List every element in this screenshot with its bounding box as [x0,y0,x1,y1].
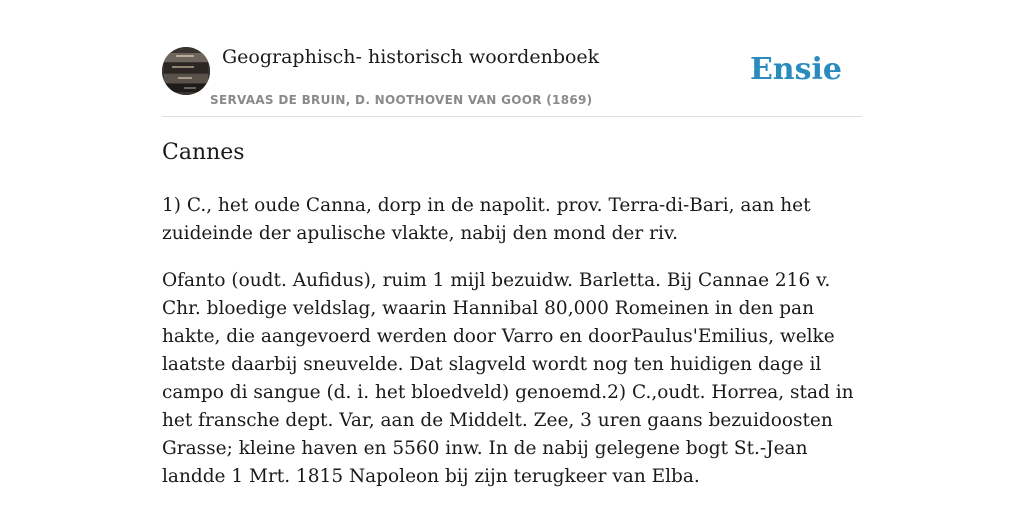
book-avatar[interactable] [162,47,210,95]
book-header [162,44,862,117]
entry-title: Cannes [162,140,245,165]
entry-paragraph-1: 1) C., het oude Canna, dorp in de napolit. prov. Terra-di-Bari, aan het zuideinde der apulische vlakte, nabij den mond der riv. [162,195,811,244]
book-author: SERVAAS DE BRUIN, D. NOOTHOVEN VAN GOOR (1869) [210,93,593,107]
ensie-logo-link[interactable]: Ensie [749,52,842,87]
book-title[interactable]: Geographisch- historisch woordenboek [222,46,600,68]
entry-paragraph-2: Ofanto (oudt. Aufidus), ruim 1 mijl bezuidw. Barletta. Bij Cannae 216 v. Chr. bloedige veldslag, waarin Hannibal 80,000 Romeinen in den pan hakte, die aangevoerd werden door Varro en doorPaulus'Emilius, welke laatste daarbij sneuvelde. Dat slagveld wordt nog ten huidigen dage il campo di sangue (d. i. het bloedveld) genoemd.2) C.,oudt. Horrea, stad in het fransche dept. Var, aan de Middelt. Zee, 3 uren gaans bezuidoosten Grasse; kleine haven en 5560 inw. In de nabij gelegene bogt St.-Jean landde 1 Mrt. 1815 Napoleon bij zijn terugkeer van Elba. [162,270,854,487]
book-spines-icon [162,47,210,95]
